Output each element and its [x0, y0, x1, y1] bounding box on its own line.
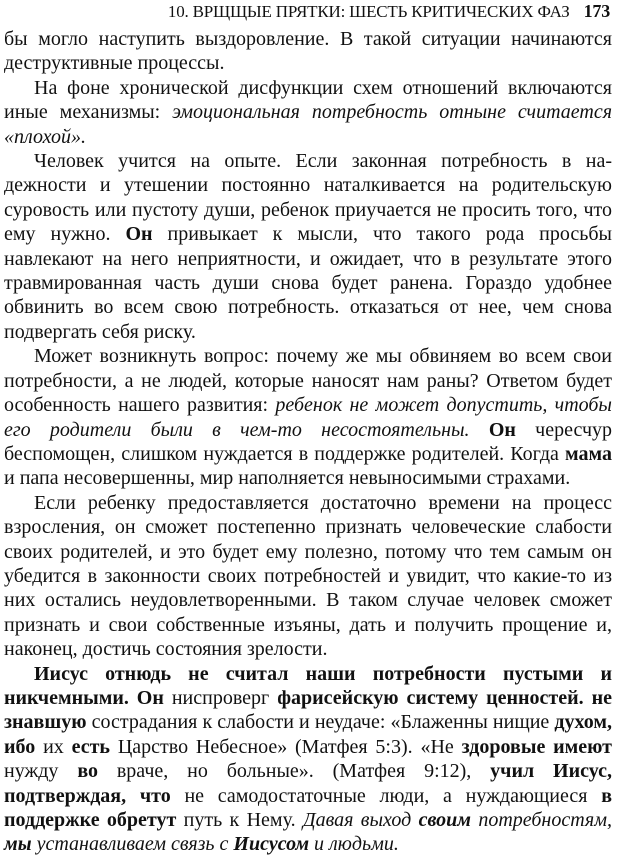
bold-run: своим [418, 809, 471, 831]
text-run: бы могло наступить выздоровление. В такой ситуации начинаются деструктивные процессы. [4, 28, 612, 75]
text-run: ниспроверг [163, 686, 278, 709]
text-run: Может возникнуть вопрос: почему же мы обвиняем во всем свои потребности, а не людей, которые наносят нам раны? Ответом будет особенность нашего развития: [4, 345, 612, 417]
bold-run: Иисусом [233, 833, 310, 856]
paragraph-2 [4, 76, 612, 149]
bold-run: Он [125, 223, 153, 246]
page-number: 173 [583, 1, 610, 21]
paragraph-4 [4, 344, 612, 490]
text-run: их [35, 735, 72, 758]
bold-italic-run [4, 833, 32, 855]
italic-run: и людьми. [309, 833, 399, 856]
paragraph-3 [4, 149, 612, 344]
bold-run: во [77, 760, 98, 783]
bold-run: есть [71, 735, 111, 758]
bold-run: духом, ибо [4, 711, 612, 758]
page-body [4, 27, 612, 857]
text-run: чересчур беспомощен, слишком нуждается в поддержке родителей. Когда [4, 418, 613, 465]
italic-run: эмоциональная потребность отныне считается «плохой». [4, 101, 612, 148]
text-run: На фоне хронической дисфункции схем отношений включаются иные механизмы: [4, 76, 612, 124]
bold-run: Иисус отнюдь не считал наши потребности пустыми и никчемными. Он [4, 662, 612, 709]
text-run: сострадания к слабости и неудаче: «Блаженны нищие [86, 711, 555, 734]
bold-run: здоровые имеют [461, 735, 613, 758]
running-header [4, 0, 612, 27]
bold-run: фарисейскую систему ценностей. не знавшую [4, 686, 612, 734]
bold-italic-run [419, 809, 471, 831]
bold-run: в поддержке обретут [4, 784, 613, 831]
text-run: Человек учится на опыте. Если законная потребность в надежности и утешении постоянно наталкивается на родительскую суровость или пустоту души, ребенок приучается не просить того, что ему нужно. [4, 150, 612, 246]
text-run: Если ребенку предоставляется достаточно времени на процесс взросления, он сможет постепенно признать человеческие слабости своих родителей, и это будет ему полезно, потому что тем самым он убедится в законности своих потребностей и увидит, что какие-то из них остались неудовлетворенными. В таком случае человек сможет признать и свои собственные изъяны, дать и получить прощение и, наконец, достичь состояния зрелости. [4, 491, 612, 661]
italic-run: ребенок не может допустить, чтобы его родители были в чем-то несостоятельны. [4, 394, 612, 441]
bold-run: Он [488, 418, 516, 441]
text-run: путь к Нему. [176, 809, 303, 831]
bold-italic-run [233, 833, 309, 855]
italic-run: Давая выход [302, 809, 419, 831]
text-run [470, 419, 489, 441]
text-run: не самодостаточные люди, а нуждающиеся [170, 784, 602, 807]
paragraph-1 [4, 27, 612, 76]
text-run: враче, но больные». (Матфея 9:12), [97, 760, 491, 783]
bold-run: учил Иисус, подтверждая, что [4, 760, 613, 807]
bold-run: мы [4, 833, 32, 856]
italic-run: потребностям, [470, 809, 612, 831]
running-title: 10. ВРЩЩЫЕ ПРЯТКИ: ШЕСТЬ КРИТИЧЕСКИХ ФАЗ [167, 2, 570, 21]
text-run: и папа несовершенны, мир наполняется невыносимыми страхами. [4, 467, 571, 490]
paragraph-5 [4, 491, 612, 662]
bold-run: мама [565, 442, 612, 465]
text-run: привыкает к мысли, что такого рода просьбы навлекают на него неприятности, и ожидает, что в результате этого травмированная часть души снова будет ранена. Гораздо удобнее обвинить во всем свою потребность. отказаться от нее, чем снова подвергать себя риску. [4, 223, 612, 343]
text-run: Царство Небесное» (Матфея 5:3). «Не [110, 735, 462, 758]
text-run: нужду [4, 760, 78, 783]
italic-run: устанавливаем связь с [31, 833, 234, 856]
paragraph-6 [4, 662, 612, 857]
